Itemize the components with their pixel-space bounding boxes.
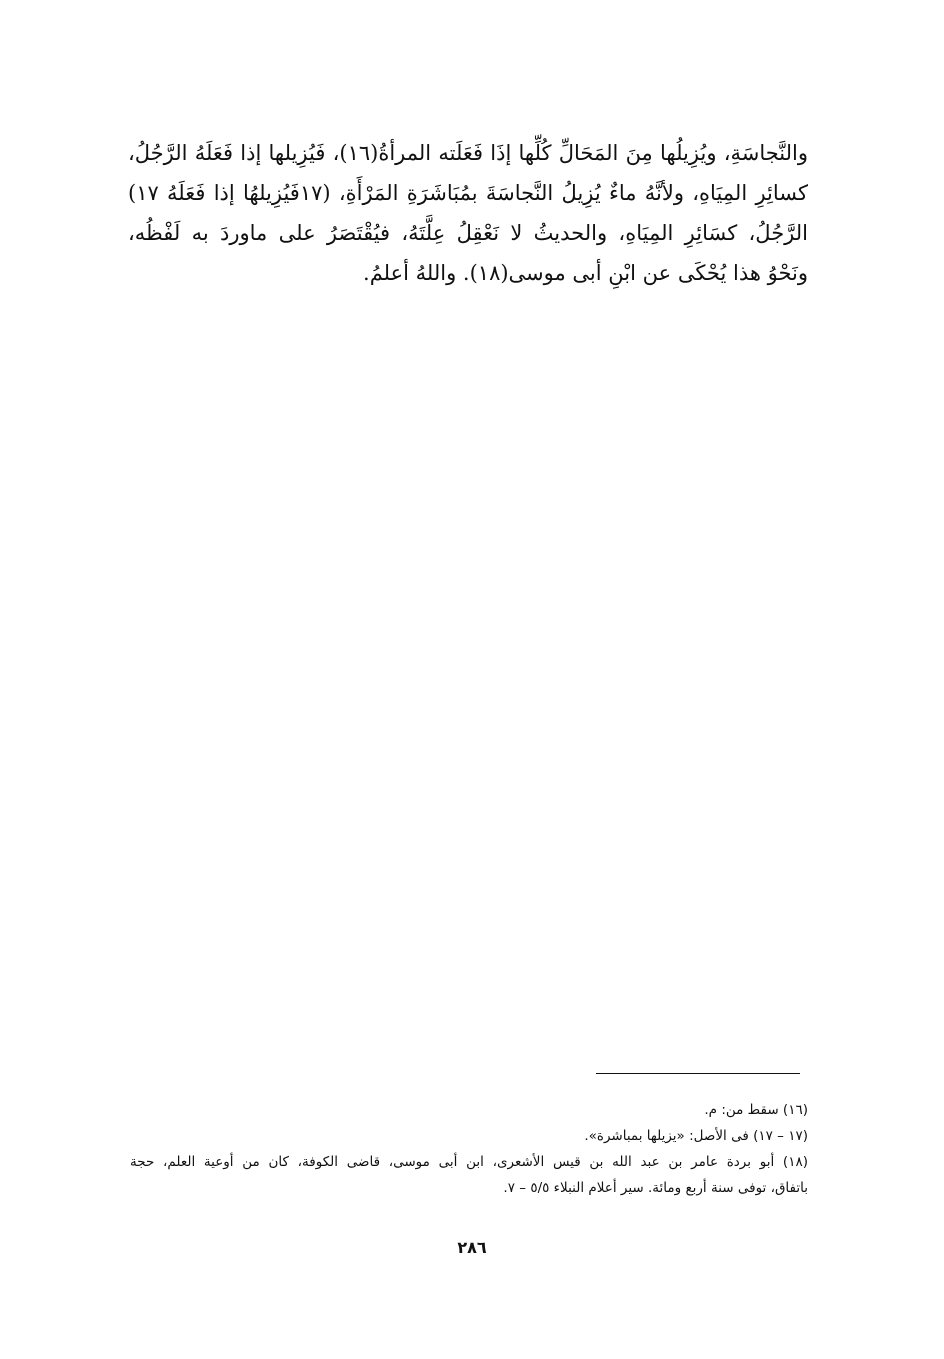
- footnote-17: [130, 1123, 808, 1149]
- page-number: ٢٨٦: [457, 1238, 487, 1257]
- footnote-18: [130, 1149, 808, 1201]
- footnote-line: (١٦) سقط من: م.: [704, 1102, 808, 1118]
- main-text-line: كسائِرِ المِيَاهِ، ولأنَّهُ ماءٌ يُزِيلُ النَّجاسَةَ بمُبَاشَرَةِ المَرْأَةِ، (١٧فَيُزِيلهُا إذا فَعَلَهُ ١٧): [128, 181, 809, 205]
- main-text-line: الرَّجُلُ، كسَائِرِ المِيَاهِ، والحديثُ لا نَعْقِلُ عِلَّتَهُ، فيُقْتَصَرُ على ماوردَ به لَفْظُه،: [128, 221, 808, 245]
- main-text-line: ونَحْوُ هذا يُحْكَى عن ابْنِ أبى موسى(١٨). واللهُ أعلمُ.: [363, 261, 808, 285]
- footnote-divider: [596, 1073, 800, 1074]
- footnote-line: (١٨) أبو بردة عامر بن عبد الله بن قيس الأشعرى، ابن أبى موسى، قاضى الكوفة، كان من أوعية العلم، حجة: [130, 1154, 808, 1170]
- footnote-line: (١٧ – ١٧) فى الأصل: «يزيلها بمباشرة».: [584, 1128, 808, 1144]
- main-text-line: والنَّجاسَةِ، ويُزِيلُها مِنَ المَحَالِّ كُلِّها إذَا فَعَلَته المرأةُ(١٦)، فَيُزِيلها إذا فَعَلَهُ الرَّجُلُ،: [128, 141, 808, 165]
- footnote-16: [130, 1097, 808, 1123]
- footnotes: [130, 1097, 808, 1201]
- footnote-line: باتفاق، توفى سنة أربع ومائة. سير أعلام النبلاء ٥/٥ – ٧.: [503, 1180, 808, 1196]
- main-text: [128, 133, 808, 293]
